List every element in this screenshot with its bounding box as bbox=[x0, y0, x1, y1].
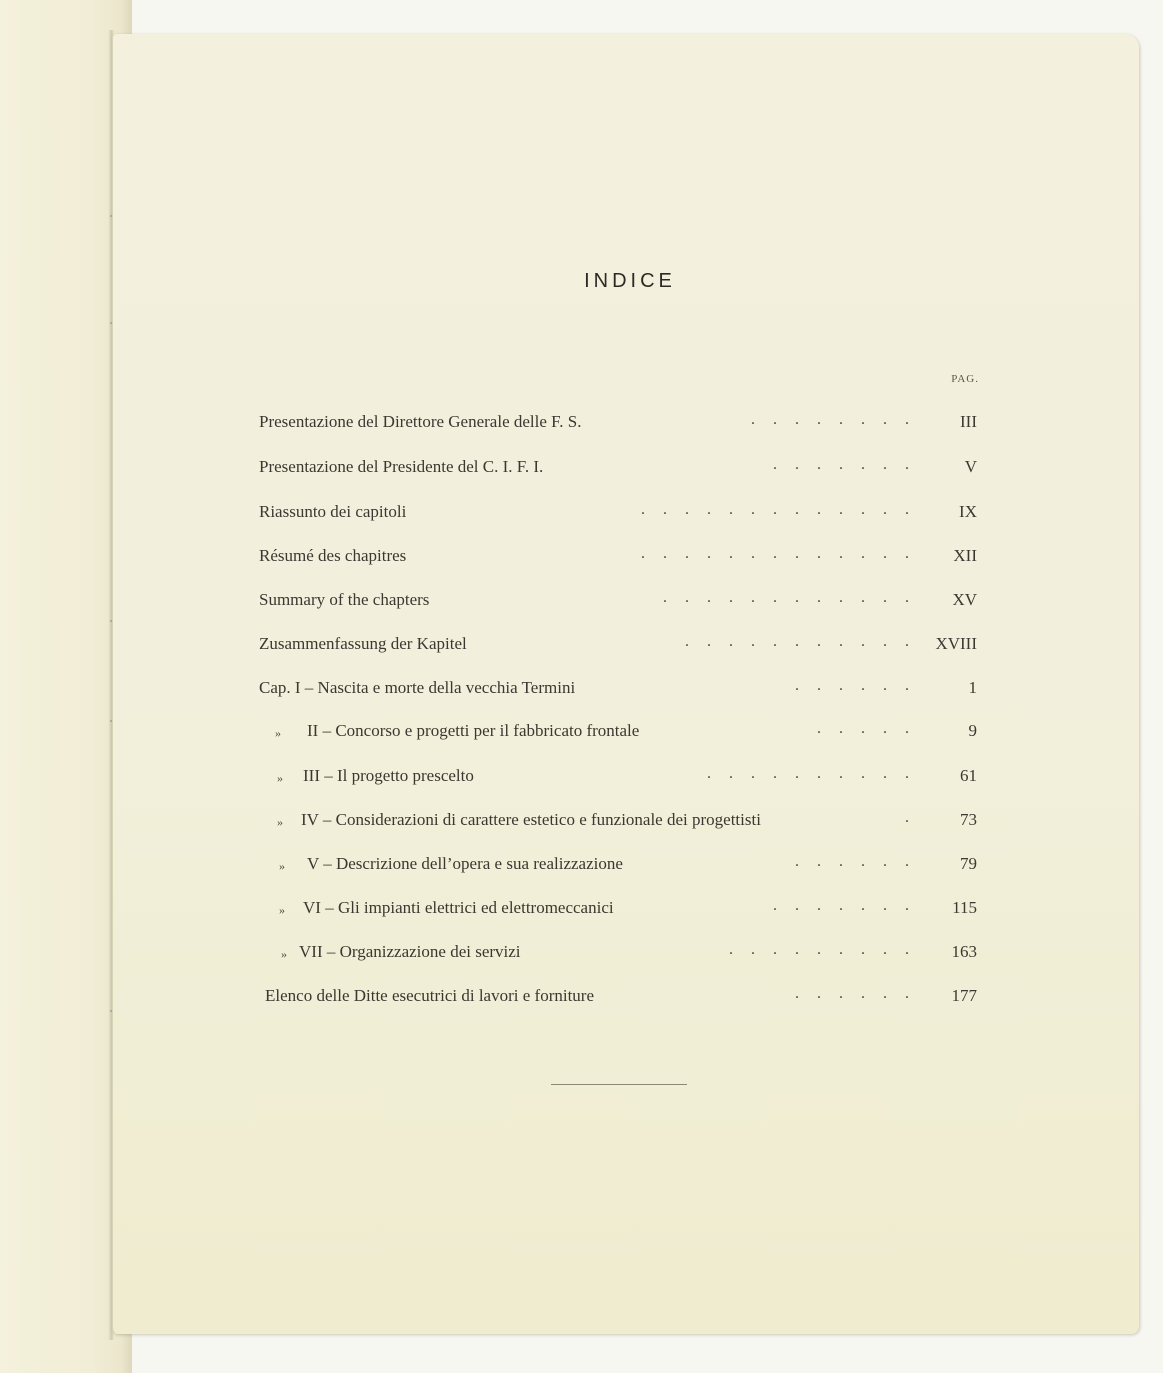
leader-dots: ..... bbox=[817, 720, 927, 737]
leader-dots: ........... bbox=[685, 633, 927, 650]
toc-entry[interactable] bbox=[259, 764, 977, 788]
toc-entry[interactable] bbox=[259, 410, 977, 434]
toc-entry-page: 177 bbox=[951, 986, 977, 1005]
leader-dots: ......... bbox=[729, 941, 927, 958]
toc-entry-title: VI – Gli impianti elettrici ed elettromeccanici bbox=[303, 898, 614, 917]
toc-entry-page: 61 bbox=[960, 766, 977, 785]
toc-entry-title: Presentazione del Presidente del C. I. F. I. bbox=[259, 457, 544, 476]
toc-entry-page: 115 bbox=[952, 898, 977, 917]
toc-entry-title: VII – Organizzazione dei servizi bbox=[299, 942, 521, 961]
leader-dots: ....... bbox=[773, 456, 927, 473]
leader-dots: ........ bbox=[751, 411, 927, 428]
ditto-mark: » bbox=[279, 903, 285, 917]
toc-entry[interactable] bbox=[259, 940, 977, 964]
leader-dots: . bbox=[905, 809, 927, 826]
toc-entry-title: Cap. I – Nascita e morte della vecchia Termini bbox=[259, 678, 576, 697]
page-title: INDICE bbox=[584, 270, 676, 292]
toc-entry-page: III bbox=[960, 412, 977, 431]
toc-entry-title: Résumé des chapitres bbox=[259, 546, 407, 565]
toc-entry[interactable] bbox=[259, 455, 977, 479]
toc-entry-title: V – Descrizione dell’opera e sua realizzazione bbox=[307, 854, 623, 873]
toc-entry-page: 163 bbox=[951, 942, 977, 961]
leader-dots: ....... bbox=[773, 897, 927, 914]
ditto-mark: » bbox=[277, 815, 283, 829]
toc-entry-page: IX bbox=[959, 502, 977, 521]
leader-dots: ............. bbox=[641, 545, 927, 562]
toc-entry-title: Summary of the chapters bbox=[259, 590, 430, 609]
leader-dots: ...... bbox=[795, 677, 927, 694]
toc-entry[interactable] bbox=[259, 984, 977, 1008]
end-rule bbox=[551, 1084, 687, 1085]
toc-entry[interactable] bbox=[259, 896, 977, 920]
toc-entry-page: 73 bbox=[960, 810, 977, 829]
toc-entry[interactable] bbox=[259, 719, 977, 743]
toc-entry-page: XII bbox=[953, 546, 977, 565]
right-page bbox=[112, 34, 1139, 1334]
toc-entry-page: XVIII bbox=[935, 634, 977, 653]
page-column-label: PAG. bbox=[951, 373, 979, 385]
toc-entry-page: 9 bbox=[968, 721, 977, 740]
toc-entry[interactable] bbox=[259, 544, 977, 568]
toc-entry[interactable] bbox=[259, 852, 977, 876]
toc-entry-title: Elenco delle Ditte esecutrici di lavori e forniture bbox=[265, 986, 595, 1005]
leader-dots: .......... bbox=[707, 765, 927, 782]
toc-entry-page: 79 bbox=[960, 854, 977, 873]
toc-entry-title: III – Il progetto prescelto bbox=[303, 766, 474, 785]
leader-dots: ...... bbox=[795, 853, 927, 870]
toc-entry[interactable] bbox=[259, 676, 977, 700]
toc-entry-title: IV – Considerazioni di carattere estetico e funzionale dei progettisti bbox=[301, 810, 761, 829]
ditto-mark: » bbox=[277, 771, 283, 785]
toc-entry-page: XV bbox=[952, 590, 977, 609]
toc-entry-title: Zusammenfassung der Kapitel bbox=[259, 634, 467, 653]
toc-entry-page: 1 bbox=[968, 678, 977, 697]
ditto-mark: » bbox=[279, 859, 285, 873]
toc-entry[interactable] bbox=[259, 808, 977, 832]
toc-entry-title: II – Concorso e progetti per il fabbricato frontale bbox=[307, 721, 640, 740]
leader-dots: ............. bbox=[641, 501, 927, 518]
toc-entry-title: Riassunto dei capitoli bbox=[259, 502, 407, 521]
toc-entry-page: V bbox=[964, 457, 977, 476]
toc-entry[interactable] bbox=[259, 500, 977, 524]
leader-dots: ...... bbox=[795, 985, 927, 1002]
ditto-mark: » bbox=[275, 726, 281, 740]
leader-dots: ............ bbox=[663, 589, 927, 606]
toc-entry[interactable] bbox=[259, 632, 977, 656]
ditto-mark: » bbox=[281, 947, 287, 961]
toc-entry-title: Presentazione del Direttore Generale delle F. S. bbox=[259, 412, 582, 431]
toc-entry[interactable] bbox=[259, 588, 977, 612]
